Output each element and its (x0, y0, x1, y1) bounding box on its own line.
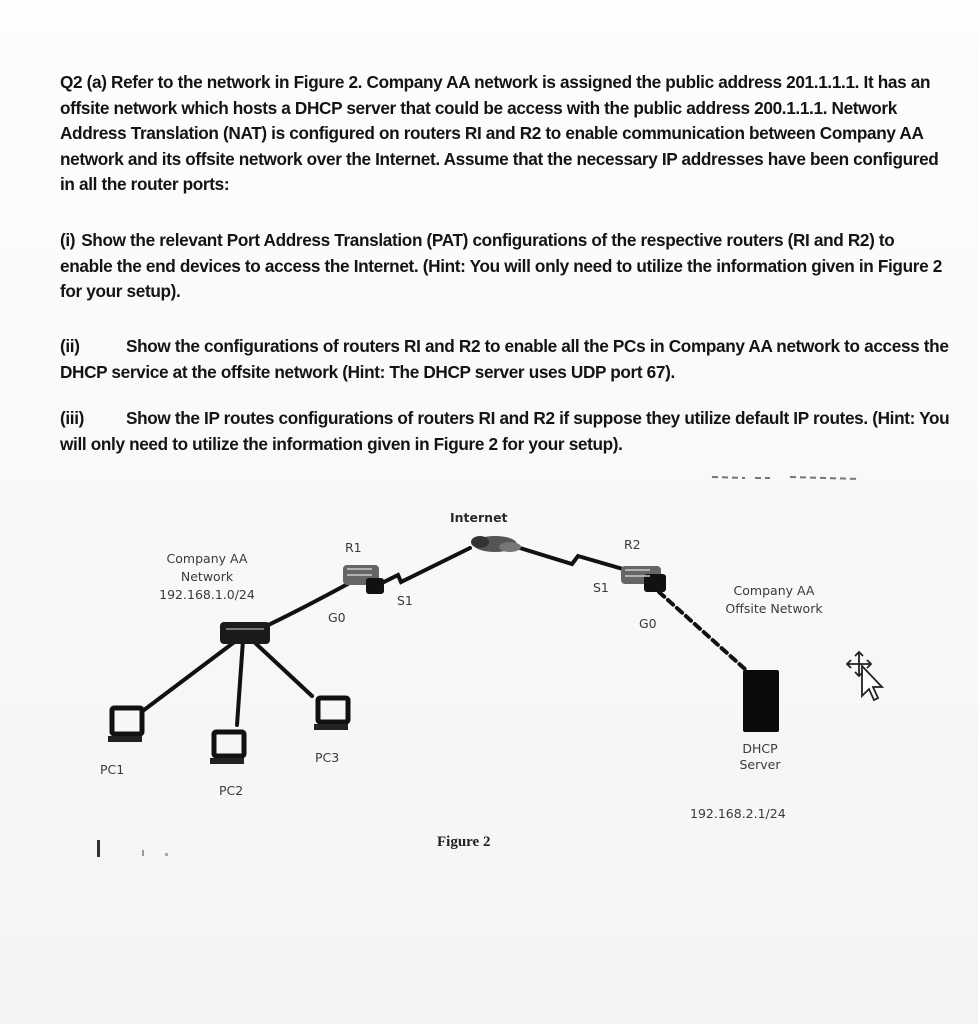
stray-mark (165, 853, 168, 856)
link-switch-pc2 (237, 640, 243, 725)
network-diagram (0, 470, 978, 890)
link-switch-pc3 (252, 640, 312, 696)
company-network-label (152, 550, 262, 604)
part-text: Show the configurations of routers RI and R2 to enable all the PCs in Company AA network to access the DHCP service at the offsite network (Hint: The DHCP server uses UDP port 67). (60, 336, 949, 382)
r2-label: R2 (624, 537, 641, 552)
part-tag: (ii) (60, 336, 80, 356)
offsite-network-line1: Company AA (733, 583, 815, 598)
router-r1-icon (343, 565, 384, 594)
dhcp-label-line1: DHCP (742, 741, 778, 756)
r1-s1-label: S1 (397, 593, 413, 608)
figure-caption: Figure 2 (437, 834, 491, 850)
r1-g0-label: G0 (328, 610, 346, 625)
question-intro: Q2 (a) Refer to the network in Figure 2. Company AA network is assigned the public address 201.1.1.1. It has an offsite network which hosts a DHCP server that could be access with the public address 200.1.1.1. Network Address Translation (NAT) is configured on routers RI and R2 to enable communication between Company AA network and its offsite network over the Internet. Assume that the necessary IP addresses have been configured in all the router ports: (60, 72, 939, 194)
dhcp-server-label (725, 741, 795, 773)
switch-icon (220, 622, 270, 644)
network-diagram-svg (0, 470, 978, 890)
offsite-network-label (704, 582, 844, 618)
pc2-icon (210, 732, 244, 764)
internet-label: Internet (450, 510, 508, 525)
dhcp-address-label: 192.168.2.1/24 (690, 806, 786, 821)
pc3-icon (314, 698, 348, 730)
part-tag: (i) (60, 230, 76, 250)
company-network-line1: Company AA (166, 551, 248, 566)
pc2-label: PC2 (219, 783, 244, 798)
part-text: Show the relevant Port Address Translation (PAT) configurations of the respective routers (RI and R2) to enable the end devices to access the Internet. (Hint: You will only need to utilize the information given in Figure 2 for your setup). (60, 230, 942, 301)
question-part-iii (60, 406, 950, 457)
part-text: Show the IP routes configurations of routers RI and R2 if suppose they utilize default IP routes. (Hint: You will only need to utilize the information given in Figure 2 for your setup). (60, 408, 950, 454)
dashed-mark (712, 477, 860, 479)
stray-mark (142, 850, 144, 856)
question-part-i (60, 228, 950, 305)
r2-s1-label: S1 (593, 580, 609, 595)
pc1-icon (108, 708, 142, 742)
stray-mark (97, 840, 100, 857)
pc1-label: PC1 (100, 762, 125, 777)
dhcp-server-icon (743, 670, 779, 732)
move-cursor-icon (847, 652, 882, 700)
r1-label: R1 (345, 540, 362, 555)
part-tag: (iii) (60, 408, 85, 428)
internet-cloud-icon (471, 536, 521, 552)
company-network-line2: Network (180, 569, 234, 584)
dhcp-label-line2: Server (739, 757, 781, 772)
offsite-network-line2: Offsite Network (725, 601, 823, 616)
question-part-ii (60, 334, 950, 385)
pc3-label: PC3 (315, 750, 340, 765)
company-network-address: 192.168.1.0/24 (159, 587, 255, 602)
router-r2-icon (621, 566, 666, 592)
link-r1-internet (378, 548, 470, 585)
link-switch-pc1 (144, 634, 245, 710)
r2-g0-label: G0 (639, 616, 657, 631)
